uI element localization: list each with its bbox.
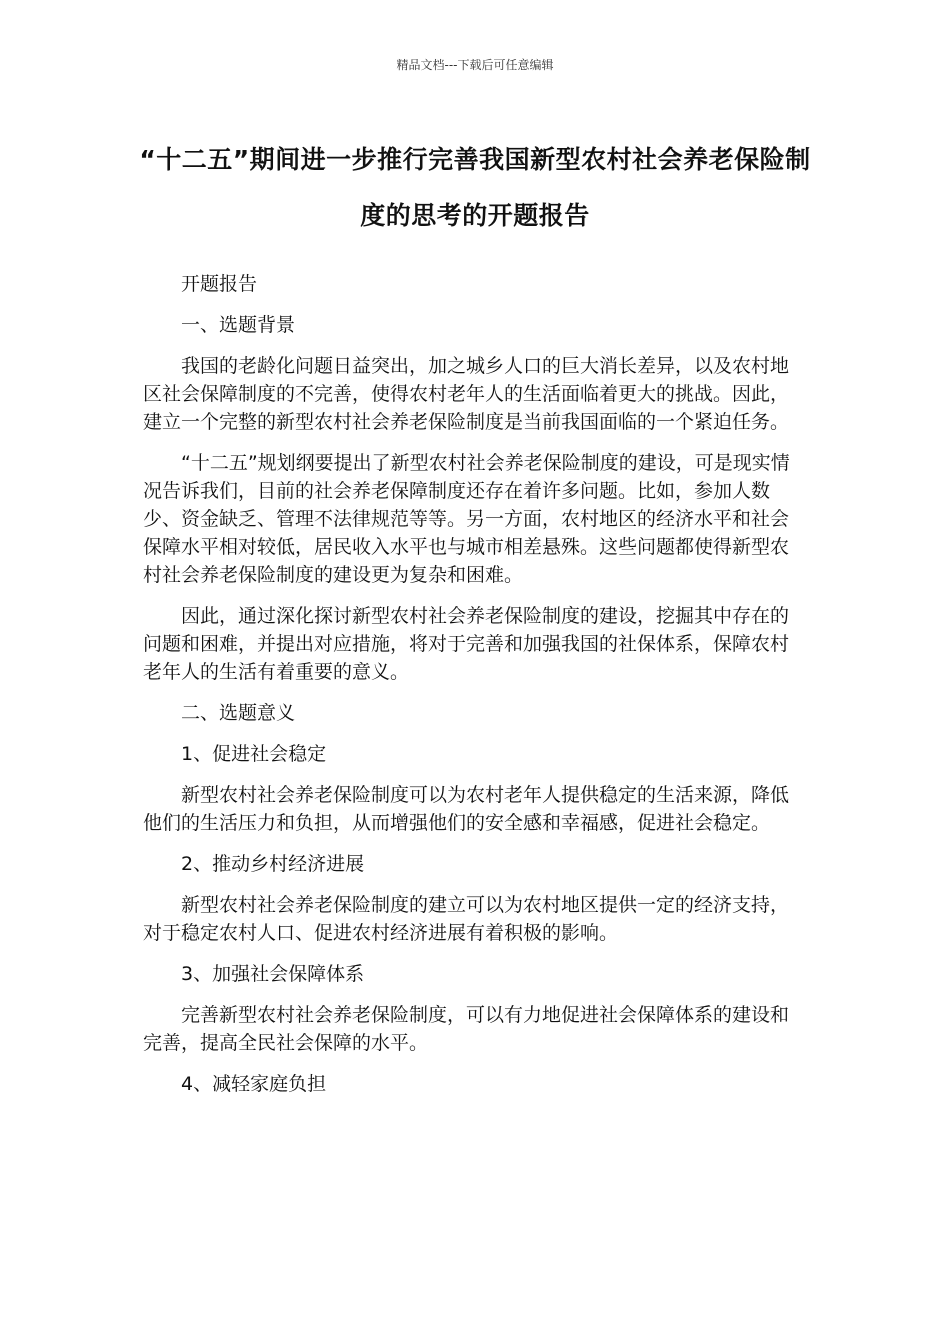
subheading-rural-economy: 2、推动乡村经济进展 [181,853,365,875]
paragraph-background-3: 因此，通过深化探讨新型农村社会养老保险制度的建设，挖掘其中存在的问题和困难，并提出对应措施，将对于完善和加强我国的社保体系，保障农村老年人的生活有着重要的意义。 [143,605,790,683]
section-heading-background: 一、选题背景 [181,314,296,336]
paragraph-background-1: 我国的老龄化问题日益突出，加之城乡人口的巨大消长差异，以及农村地区社会保障制度的不完善，使得农村老年人的生活面临着更大的挑战。因此，建立一个完整的新型农村社会养老保险制度是当前我国面临的一个紧迫任务。 [143,355,790,433]
subheading-social-stability: 1、促进社会稳定 [181,743,327,765]
subheading-social-security: 3、加强社会保障体系 [181,963,365,985]
section-heading-significance: 二、选题意义 [181,702,296,724]
subheading-family-burden: 4、减轻家庭负担 [181,1073,327,1095]
header-note: 精品文档---下载后可任意编辑 [396,58,554,72]
section-label-report: 开题报告 [181,273,258,295]
document-title: “十二五”期间进一步推行完善我国新型农村社会养老保险制度的思考的开题报告 [139,145,811,230]
paragraph-rural-economy: 新型农村社会养老保险制度的建立可以为农村地区提供一定的经济支持，对于稳定农村人口、促进农村经济进展有着积极的影响。 [143,894,790,944]
paragraph-social-stability: 新型农村社会养老保险制度可以为农村老年人提供稳定的生活来源，降低他们的生活压力和负担，从而增强他们的安全感和幸福感，促进社会稳定。 [143,784,790,834]
paragraph-background-2: “十二五”规划纲要提出了新型农村社会养老保险制度的建设，可是现实情况告诉我们，目前的社会养老保障制度还存在着许多问题。比如，参加人数少、资金缺乏、管理不法律规范等等。另一方面，农村地区的经济水平和社会保障水平相对较低，居民收入水平也与城市相差悬殊。这些问题都使得新型农村社会养老保险制度的建设更为复杂和困难。 [143,452,790,586]
paragraph-social-security: 完善新型农村社会养老保险制度，可以有力地促进社会保障体系的建设和完善，提高全民社会保障的水平。 [143,1004,790,1054]
document-body [143,270,807,1111]
